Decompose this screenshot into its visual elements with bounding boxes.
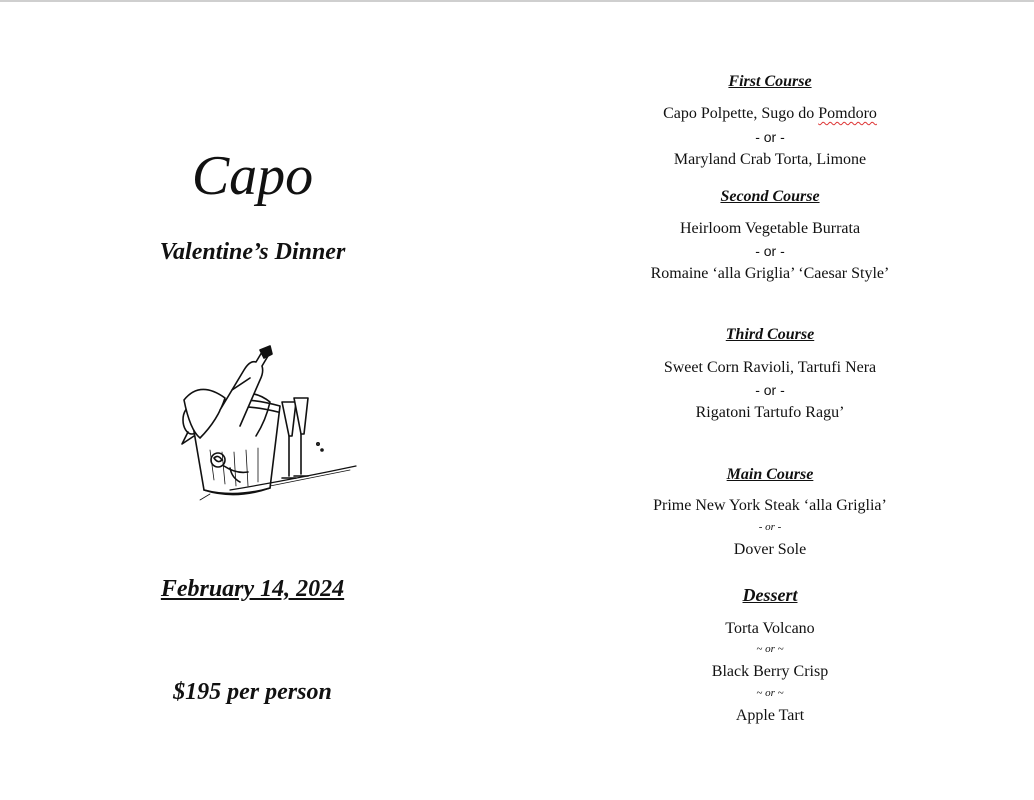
event-title: Valentine’s Dinner xyxy=(159,239,346,265)
main-course-option-1: Prime New York Steak ‘alla Griglia’ xyxy=(653,497,887,514)
first-course-option-2: Maryland Crab Torta, Limone xyxy=(673,151,867,168)
event-date: February 14, 2024 xyxy=(160,576,345,602)
first-course-heading: First Course xyxy=(728,73,812,90)
third-course-separator: - or - xyxy=(755,382,785,398)
dessert-separator-1: ~ or ~ xyxy=(756,643,784,655)
spellcheck-flagged-word[interactable]: Pomdoro xyxy=(818,105,877,122)
first-course-separator: - or - xyxy=(755,129,785,145)
main-course-separator: - or - xyxy=(758,521,782,533)
third-course-heading: Third Course xyxy=(725,326,815,343)
price-per-person: $195 per person xyxy=(173,679,332,705)
second-course-heading: Second Course xyxy=(720,188,820,205)
second-course-separator: - or - xyxy=(755,243,785,259)
second-course-option-2: Romaine ‘alla Griglia’ ‘Caesar Style’ xyxy=(650,265,890,282)
third-course-option-1: Sweet Corn Ravioli, Tartufi Nera xyxy=(663,359,877,376)
dessert-option-1: Torta Volcano xyxy=(725,620,815,637)
first-course-option-1 xyxy=(610,104,930,123)
cover-panel xyxy=(100,0,405,800)
menu-panel xyxy=(610,0,930,800)
main-course-heading: Main Course xyxy=(726,466,814,483)
dessert-option-3: Apple Tart xyxy=(735,707,805,724)
second-course-option-1: Heirloom Vegetable Burrata xyxy=(679,220,861,237)
restaurant-name: Capo xyxy=(191,145,314,207)
dessert-heading: Dessert xyxy=(742,585,798,605)
main-course-option-2: Dover Sole xyxy=(733,541,807,558)
first-course-option-1-text: Capo Polpette, Sugo do xyxy=(663,105,819,122)
dessert-separator-2: ~ or ~ xyxy=(756,687,784,699)
dessert-option-2: Black Berry Crisp xyxy=(711,663,829,680)
third-course-option-2: Rigatoni Tartufo Ragu’ xyxy=(695,404,845,421)
champagne-bucket-illustration xyxy=(170,340,365,508)
